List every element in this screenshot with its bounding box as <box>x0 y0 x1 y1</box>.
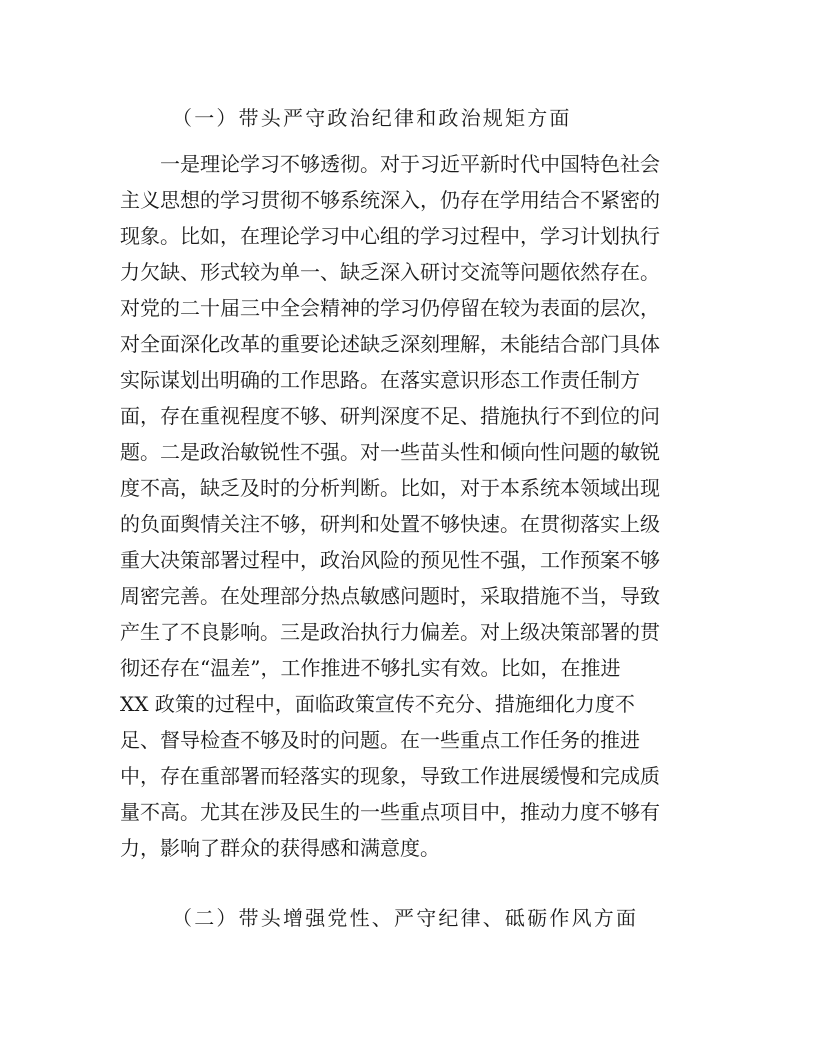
section-heading-1: （一）带头严守政治纪律和政治规矩方面 <box>172 106 572 130</box>
paragraph-line: 一是理论学习不够透彻。对于习近平新时代中国特色社会 <box>120 152 660 176</box>
paragraph-line: 面，存在重视程度不够、研判深度不足、措施执行不到位的问 <box>120 404 660 428</box>
paragraph-line: 主义思想的学习贯彻不够系统深入，仍存在学用结合不紧密的 <box>120 188 660 212</box>
paragraph-line: 彻还存在“温差”，工作推进不够扎实有效。比如，在推进 <box>120 656 621 680</box>
paragraph-line: 足、督导检查不够及时的问题。在一些重点工作任务的推进 <box>120 728 640 752</box>
paragraph-line: 力，影响了群众的获得感和满意度。 <box>120 836 440 860</box>
paragraph-line: 量不高。尤其在涉及民生的一些重点项目中，推动力度不够有 <box>120 800 660 824</box>
paragraph-line: 力欠缺、形式较为单一、缺乏深入研讨交流等问题依然存在。 <box>120 260 660 284</box>
paragraph-line: 产生了不良影响。三是政治执行力偏差。对上级决策部署的贯 <box>120 620 660 644</box>
paragraph-line: 周密完善。在处理部分热点敏感问题时，采取措施不当，导致 <box>120 584 660 608</box>
paragraph-line: 的负面舆情关注不够，研判和处置不够快速。在贯彻落实上级 <box>120 512 660 536</box>
paragraph-line: 对全面深化改革的重要论述缺乏深刻理解，未能结合部门具体 <box>120 332 660 356</box>
section-heading-2: （二）带头增强党性、严守纪律、砥砺作风方面 <box>172 906 639 930</box>
paragraph-line: XX 政策的过程中，面临政策宣传不充分、措施细化力度不 <box>120 692 635 716</box>
paragraph-line: 对党的二十届三中全会精神的学习仍停留在较为表面的层次， <box>120 296 660 320</box>
paragraph-line: 题。二是政治敏锐性不强。对一些苗头性和倾向性问题的敏锐 <box>120 440 660 464</box>
paragraph-line: 度不高，缺乏及时的分析判断。比如，对于本系统本领域出现 <box>120 476 660 500</box>
section-1-paragraph <box>120 146 700 866</box>
paragraph-line: 现象。比如，在理论学习中心组的学习过程中，学习计划执行 <box>120 224 660 248</box>
paragraph-line: 实际谋划出明确的工作思路。在落实意识形态工作责任制方 <box>120 368 640 392</box>
paragraph-line: 重大决策部署过程中，政治风险的预见性不强，工作预案不够 <box>120 548 660 572</box>
paragraph-line: 中，存在重部署而轻落实的现象，导致工作进展缓慢和完成质 <box>120 764 660 788</box>
